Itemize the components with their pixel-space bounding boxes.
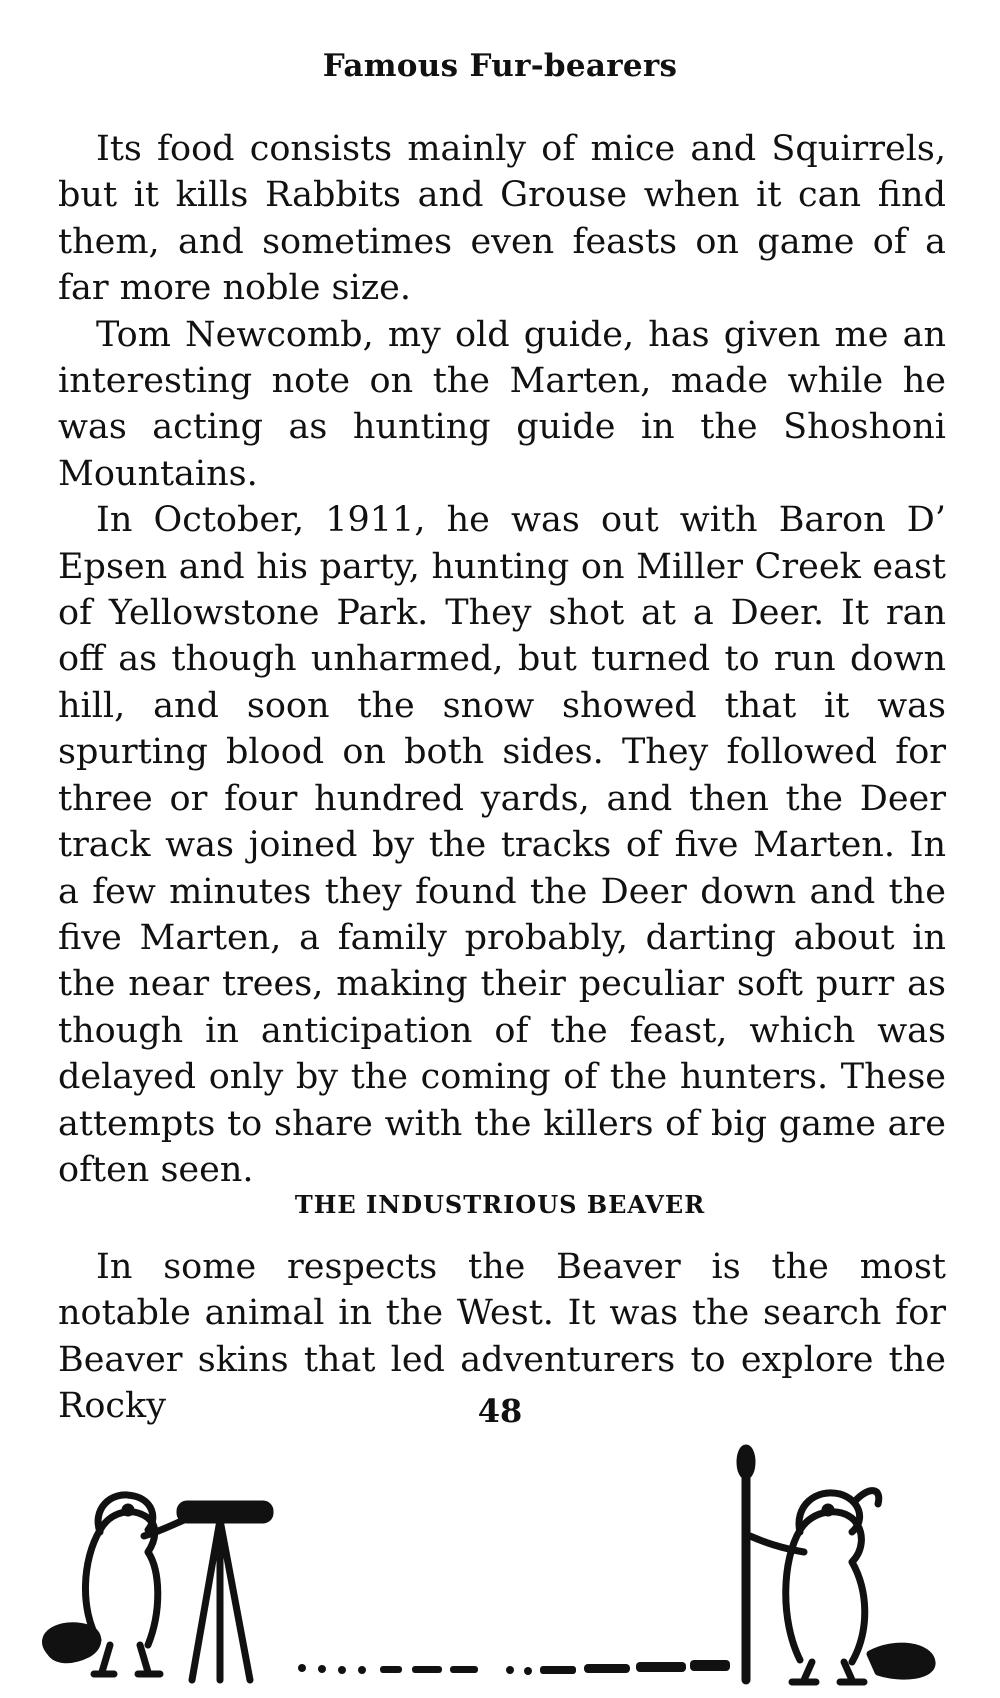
survey-line	[298, 1660, 730, 1675]
paragraph-2: Tom Newcomb, my old guide, has given me an interesting note on the Marten, made while he was acting as hunting guide in the Shoshoni Mountains.	[58, 314, 946, 494]
beaver-surveyors-illustration	[40, 1440, 960, 1690]
paragraph-1: Its food consists mainly of mice and Squirrels, but it kills Rabbits and Grouse when it can find them, and sometimes even feasts on game of a far more noble size.	[58, 129, 946, 309]
page-number: 48	[477, 1392, 523, 1430]
paragraph-3: In October, 1911, he was out with Baron D’ Epsen and his party, hunting on Miller Creek east of Yellowstone Park. They shot at a Deer. It ran off as though unharmed, but turned to run down hill, and soon the snow showed that it was spurting blood on both sides. They followed for three or four hundred yards, and then the Deer track was joined by the tracks of five Marten. In a few minutes they found the Deer down and the five Marten, a family probably, darting about in the near trees, making their peculiar soft purr as though in anticipation of the feast, which was delayed only by the coming of the hunters. These attempts to share with the killers of big game are often seen.	[58, 500, 946, 1190]
right-beaver-icon	[740, 1448, 932, 1682]
section-heading: THE INDUSTRIOUS BEAVER	[294, 1190, 706, 1219]
running-head: Famous Fur-bearers	[322, 48, 678, 84]
main-text	[58, 126, 946, 1193]
tripod-icon	[180, 1504, 270, 1680]
section-paragraph: In some respects the Beaver is the most notable animal in the West. It was the search for Beaver skins that led adventurers to explore the Rocky	[58, 1247, 946, 1427]
left-beaver-icon	[45, 1495, 184, 1674]
